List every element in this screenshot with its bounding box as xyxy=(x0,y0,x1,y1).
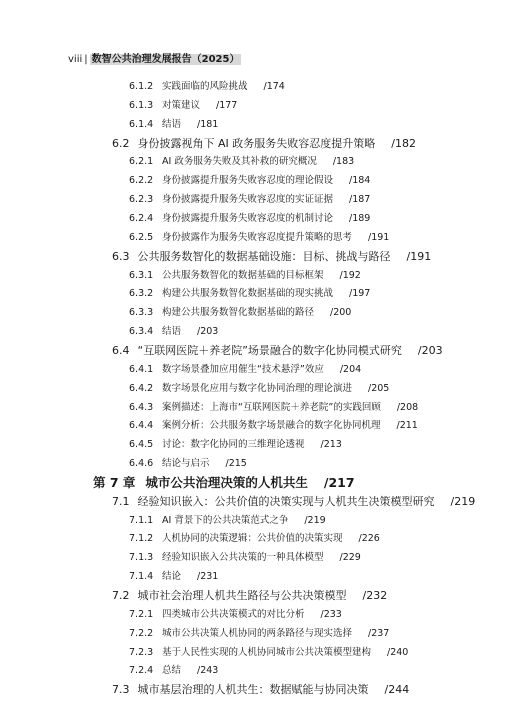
toc-number: 6.4.2 xyxy=(129,382,154,394)
toc-page-number: /213 xyxy=(320,439,342,451)
toc-number: 7.2 xyxy=(112,589,130,602)
toc-page-number: /174 xyxy=(263,81,285,92)
toc-section xyxy=(112,343,443,359)
toc-title: 经验知识嵌入公共决策的一种具体模型 xyxy=(162,552,324,564)
toc-number: 6.4.5 xyxy=(129,439,154,451)
toc-page-number: /237 xyxy=(368,627,390,639)
toc-number: 7.2.3 xyxy=(129,646,154,658)
toc-subsection xyxy=(129,645,408,661)
toc-number: 6.3.3 xyxy=(129,307,154,319)
toc-subsection xyxy=(129,531,380,547)
toc-number: 6.4.6 xyxy=(129,458,154,469)
toc-title: 城市社会治理人机共生路径与公共决策模型 xyxy=(137,589,347,602)
toc-page-number: /243 xyxy=(197,665,219,677)
toc-title: 身份披露提升服务失败容忍度的实证证据 xyxy=(162,194,334,206)
toc-page-number: /203 xyxy=(197,326,219,338)
toc-page-number: /215 xyxy=(225,458,247,469)
toc-number: 第 7 章 xyxy=(93,474,136,490)
toc-number: 7.1.1 xyxy=(129,514,154,526)
toc-title: 四类城市公共决策模式的对比分析 xyxy=(162,608,305,620)
toc-subsection xyxy=(129,381,389,397)
toc-subsection xyxy=(129,663,218,679)
toc-page-number: /240 xyxy=(387,646,409,658)
toc-subsection xyxy=(129,550,361,566)
toc-page-number: /183 xyxy=(332,156,355,168)
toc-page-number: /187 xyxy=(349,194,371,206)
toc-title: 结语 xyxy=(162,118,182,130)
toc-subsection xyxy=(129,513,326,529)
book-title: 数智公共治理发展报告（2025） xyxy=(91,54,240,65)
toc-title: 身份披露提升服务失败容忍度的机制讨论 xyxy=(162,213,334,224)
toc-number: 6.2.1 xyxy=(129,156,154,168)
toc-page-number: /182 xyxy=(391,136,416,150)
toc-title: 构建公共服务数智化数据基础的路径 xyxy=(162,307,315,319)
toc-title: 结论 xyxy=(162,571,182,583)
toc-number: 6.3 xyxy=(112,249,130,263)
toc-subsection xyxy=(129,79,285,95)
toc-subsection xyxy=(129,456,247,472)
toc-title: 公共服务数智化的数据基础设施：目标、挑战与路径 xyxy=(137,249,391,263)
toc-subsection xyxy=(129,117,218,133)
toc-subsection xyxy=(129,400,418,416)
toc-page-number: /177 xyxy=(216,99,238,111)
toc-title: 数字场景叠加应用催生“技术悬浮”效应 xyxy=(162,363,324,375)
toc-title: AI 政务服务失败及其补救的研究概况 xyxy=(162,156,317,168)
toc-subsection xyxy=(129,362,361,378)
toc-number: 6.2.5 xyxy=(129,231,154,243)
toc-page-number: /204 xyxy=(339,363,362,375)
toc-subsection xyxy=(129,230,389,246)
toc-subsection xyxy=(129,173,370,189)
toc-section xyxy=(112,588,387,604)
toc-page-number: /184 xyxy=(349,175,371,187)
toc-section xyxy=(112,136,416,152)
toc-subsection xyxy=(129,98,237,114)
toc-number: 7.2.4 xyxy=(129,665,154,677)
toc-subsection xyxy=(129,324,218,340)
toc-number: 6.3.1 xyxy=(129,269,154,281)
toc-number: 7.2.1 xyxy=(129,608,154,620)
toc-page-number: /191 xyxy=(406,249,432,263)
page-number-roman: viii xyxy=(68,54,83,65)
toc-title: “互联网医院＋养老院”场景融合的数字化协同模式研究 xyxy=(137,343,402,357)
toc-title: 城市基层治理的人机共生：数据赋能与协同决策 xyxy=(137,683,369,697)
toc-title: 人机协同的决策逻辑：公共价值的决策实现 xyxy=(162,533,343,545)
toc-number: 6.4 xyxy=(112,343,130,357)
toc-page-number: /208 xyxy=(396,401,419,413)
toc-number: 6.1.4 xyxy=(129,118,154,130)
toc-number: 7.1 xyxy=(112,494,130,508)
toc-subsection xyxy=(129,286,370,302)
toc-subsection xyxy=(129,192,370,208)
toc-title: 实践面临的风险挑战 xyxy=(162,81,248,92)
toc-title: 身份披露作为服务失败容忍度提升策略的思考 xyxy=(162,231,353,243)
toc-title: 案例分析：公共服务数字场景融合的数字化协同机理 xyxy=(162,420,381,432)
toc-number: 6.3.4 xyxy=(129,326,154,338)
toc-title: 案例描述：上海市“互联网医院＋养老院”的实践回顾 xyxy=(162,401,381,413)
toc-page-number: /189 xyxy=(349,213,371,224)
toc-title: 对策建议 xyxy=(162,99,201,111)
toc-title: 身份披露提升服务失败容忍度的理论假设 xyxy=(162,175,334,187)
toc-number: 6.1.2 xyxy=(129,81,154,92)
toc-number: 7.1.3 xyxy=(129,552,154,564)
toc-number: 6.2.4 xyxy=(129,213,154,224)
toc-number: 6.4.1 xyxy=(129,363,154,375)
toc-title: 总结 xyxy=(162,665,182,677)
toc-title: 结语 xyxy=(162,326,182,338)
toc-page-number: /203 xyxy=(417,343,443,357)
toc-title: 基于人民性实现的人机协同城市公共决策模型建构 xyxy=(162,646,372,658)
toc-page-number: /231 xyxy=(197,571,219,583)
toc-number: 7.1.2 xyxy=(129,533,154,545)
toc-number: 6.3.2 xyxy=(129,288,154,300)
toc-title: 结论与启示 xyxy=(162,458,210,469)
toc-title: 城市公共决策人机协同的两条路径与现实选择 xyxy=(162,627,353,639)
toc-page-number: /244 xyxy=(384,683,410,697)
toc-page-number: /219 xyxy=(450,494,476,508)
toc-page-number: /211 xyxy=(396,420,418,432)
toc-page-number: /205 xyxy=(368,382,390,394)
toc-page-number: /197 xyxy=(349,288,371,300)
toc-section xyxy=(112,494,475,510)
toc-number: 6.2.2 xyxy=(129,175,154,187)
toc-title: 构建公共服务数智化数据基础的现实挑战 xyxy=(162,288,334,300)
toc-number: 7.1.4 xyxy=(129,571,154,583)
toc-title: AI 背景下的公共决策范式之争 xyxy=(162,514,289,526)
toc-section xyxy=(112,249,431,265)
toc-number: 6.2 xyxy=(112,136,130,150)
toc-title: 经验知识嵌入：公共价值的决策实现与人机共生决策模型研究 xyxy=(137,494,435,508)
toc-title: 城市公共治理决策的人机共生 xyxy=(145,474,308,490)
toc-title: 数字场景化应用与数字化协同治理的理论演进 xyxy=(162,382,353,394)
toc-subsection xyxy=(129,437,342,453)
toc-page-number: /200 xyxy=(330,307,352,319)
toc-page-number: /181 xyxy=(197,118,219,130)
toc-page-number: /217 xyxy=(323,474,355,490)
toc-subsection xyxy=(129,211,370,227)
toc-number: 6.1.3 xyxy=(129,99,154,111)
toc-subsection xyxy=(129,268,361,284)
toc-page-number: /192 xyxy=(339,269,361,281)
toc-subsection xyxy=(129,305,351,321)
toc-page-number: /226 xyxy=(358,533,380,545)
toc-subsection xyxy=(129,154,354,170)
toc-number: 7.3 xyxy=(112,683,130,697)
toc-page-number: /219 xyxy=(304,514,326,526)
toc-number: 6.2.3 xyxy=(129,194,154,206)
toc-page-number: /229 xyxy=(339,552,361,564)
toc-section xyxy=(112,682,409,698)
toc-page-number: /191 xyxy=(368,231,390,243)
toc-chapter xyxy=(93,475,355,491)
toc-subsection xyxy=(129,607,342,623)
toc-title: 身份披露视角下 AI 政务服务失败容忍度提升策略 xyxy=(137,136,376,150)
toc-number: 6.4.3 xyxy=(129,401,154,413)
toc-page-number: /232 xyxy=(362,589,388,602)
toc-subsection xyxy=(129,418,418,434)
toc-number: 7.2.2 xyxy=(129,627,154,639)
toc-title: 公共服务数智化的数据基础的目标框架 xyxy=(162,269,324,281)
toc-number: 6.4.4 xyxy=(129,420,154,432)
toc-subsection xyxy=(129,569,218,585)
header-separator: | xyxy=(84,54,88,65)
toc-page-number: /233 xyxy=(320,608,342,620)
toc-subsection xyxy=(129,626,389,642)
toc-title: 讨论：数字化协同的三维理论透视 xyxy=(162,439,305,451)
